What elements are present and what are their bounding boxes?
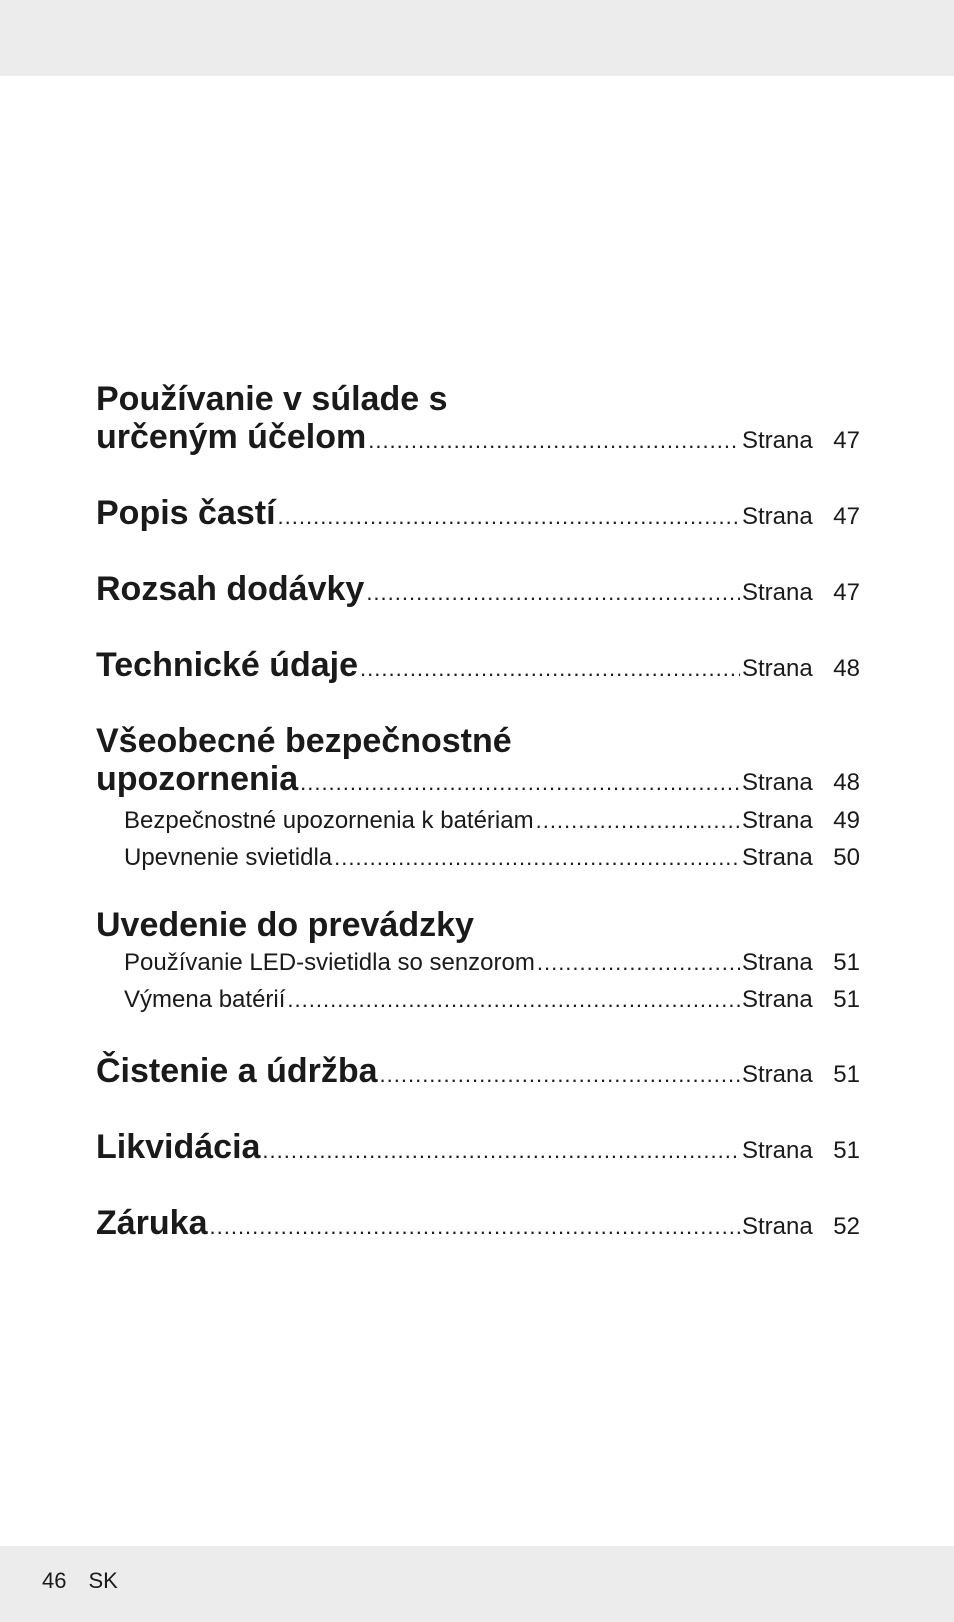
bottom-band bbox=[0, 1546, 954, 1622]
table-of-contents bbox=[96, 380, 860, 1246]
toc-subentry-title: Používanie LED-svietidla so senzorom bbox=[124, 949, 535, 976]
leader-dots bbox=[210, 1208, 741, 1246]
toc-entry-scope-of-delivery[interactable] bbox=[96, 570, 860, 612]
toc-entry-title: Popis častí bbox=[96, 494, 276, 532]
toc-entry-title: Všeobecné bezpečnostné bbox=[96, 722, 512, 760]
toc-subentry-battery-safety[interactable] bbox=[96, 802, 860, 839]
page-label: Strana bbox=[742, 949, 813, 976]
page-number: 51 bbox=[833, 1137, 860, 1164]
page-label: Strana bbox=[742, 1213, 813, 1240]
toc-subentry-title: Bezpečnostné upozornenia k batériam bbox=[124, 807, 534, 834]
page-label: Strana bbox=[742, 427, 813, 454]
toc-entry-title: upozornenia bbox=[96, 760, 299, 798]
toc-entry-title: určeným účelom bbox=[96, 418, 367, 456]
page-number: 51 bbox=[833, 986, 860, 1013]
toc-entry-cleaning[interactable] bbox=[96, 1052, 860, 1094]
toc-entry-title: Likvidácia bbox=[96, 1128, 261, 1166]
leader-dots bbox=[380, 1056, 740, 1094]
leader-dots bbox=[300, 764, 740, 802]
leader-dots bbox=[287, 981, 740, 1018]
page-number: 47 bbox=[833, 427, 860, 454]
page-number: 48 bbox=[833, 655, 860, 682]
leader-dots bbox=[360, 650, 740, 688]
page-label: Strana bbox=[742, 1061, 813, 1088]
toc-subentry-title: Upevnenie svietidla bbox=[124, 844, 333, 871]
leader-dots bbox=[334, 839, 740, 876]
page-label: Strana bbox=[742, 579, 813, 606]
toc-entry-title: Uvedenie do prevádzky bbox=[96, 906, 474, 944]
toc-entry-title: Používanie v súlade s bbox=[96, 380, 448, 418]
page-number: 47 bbox=[833, 503, 860, 530]
page-number: 51 bbox=[833, 1061, 860, 1088]
toc-entry-commissioning[interactable] bbox=[96, 906, 860, 1018]
page-number: 49 bbox=[833, 807, 860, 834]
toc-subentry-mounting[interactable] bbox=[96, 839, 860, 876]
leader-dots bbox=[536, 802, 740, 839]
page-label: Strana bbox=[742, 807, 813, 834]
page-number: 50 bbox=[833, 844, 860, 871]
page-number: 48 bbox=[833, 769, 860, 796]
toc-entry-warranty[interactable] bbox=[96, 1204, 860, 1246]
toc-entry-technical-data[interactable] bbox=[96, 646, 860, 688]
leader-dots bbox=[368, 422, 740, 460]
language-code: SK bbox=[88, 1568, 118, 1593]
leader-dots bbox=[262, 1132, 740, 1170]
top-band bbox=[0, 0, 954, 76]
toc-entry-title: Záruka bbox=[96, 1204, 208, 1242]
page-number: 52 bbox=[833, 1213, 860, 1240]
toc-entry-title: Čistenie a údržba bbox=[96, 1052, 378, 1090]
toc-entry-disposal[interactable] bbox=[96, 1128, 860, 1170]
toc-subentry-title: Výmena batérií bbox=[124, 986, 286, 1013]
page-label: Strana bbox=[742, 1137, 813, 1164]
toc-entry-intended-use[interactable] bbox=[96, 380, 860, 460]
page-footer bbox=[42, 1568, 140, 1594]
page-label: Strana bbox=[742, 655, 813, 682]
page-label: Strana bbox=[742, 503, 813, 530]
toc-entry-parts[interactable] bbox=[96, 494, 860, 536]
toc-subentry-led-sensor[interactable] bbox=[96, 944, 860, 981]
toc-entry-title: Rozsah dodávky bbox=[96, 570, 365, 608]
page-label: Strana bbox=[742, 844, 813, 871]
toc-subentry-battery-replacement[interactable] bbox=[96, 981, 860, 1018]
leader-dots bbox=[537, 944, 740, 981]
page-number-footer: 46 bbox=[42, 1568, 67, 1593]
page-number: 47 bbox=[833, 579, 860, 606]
page-label: Strana bbox=[742, 986, 813, 1013]
leader-dots bbox=[366, 574, 740, 612]
leader-dots bbox=[278, 498, 740, 536]
page-number: 51 bbox=[833, 949, 860, 976]
page-label: Strana bbox=[742, 769, 813, 796]
toc-entry-safety[interactable] bbox=[96, 722, 860, 876]
toc-entry-title: Technické údaje bbox=[96, 646, 359, 684]
